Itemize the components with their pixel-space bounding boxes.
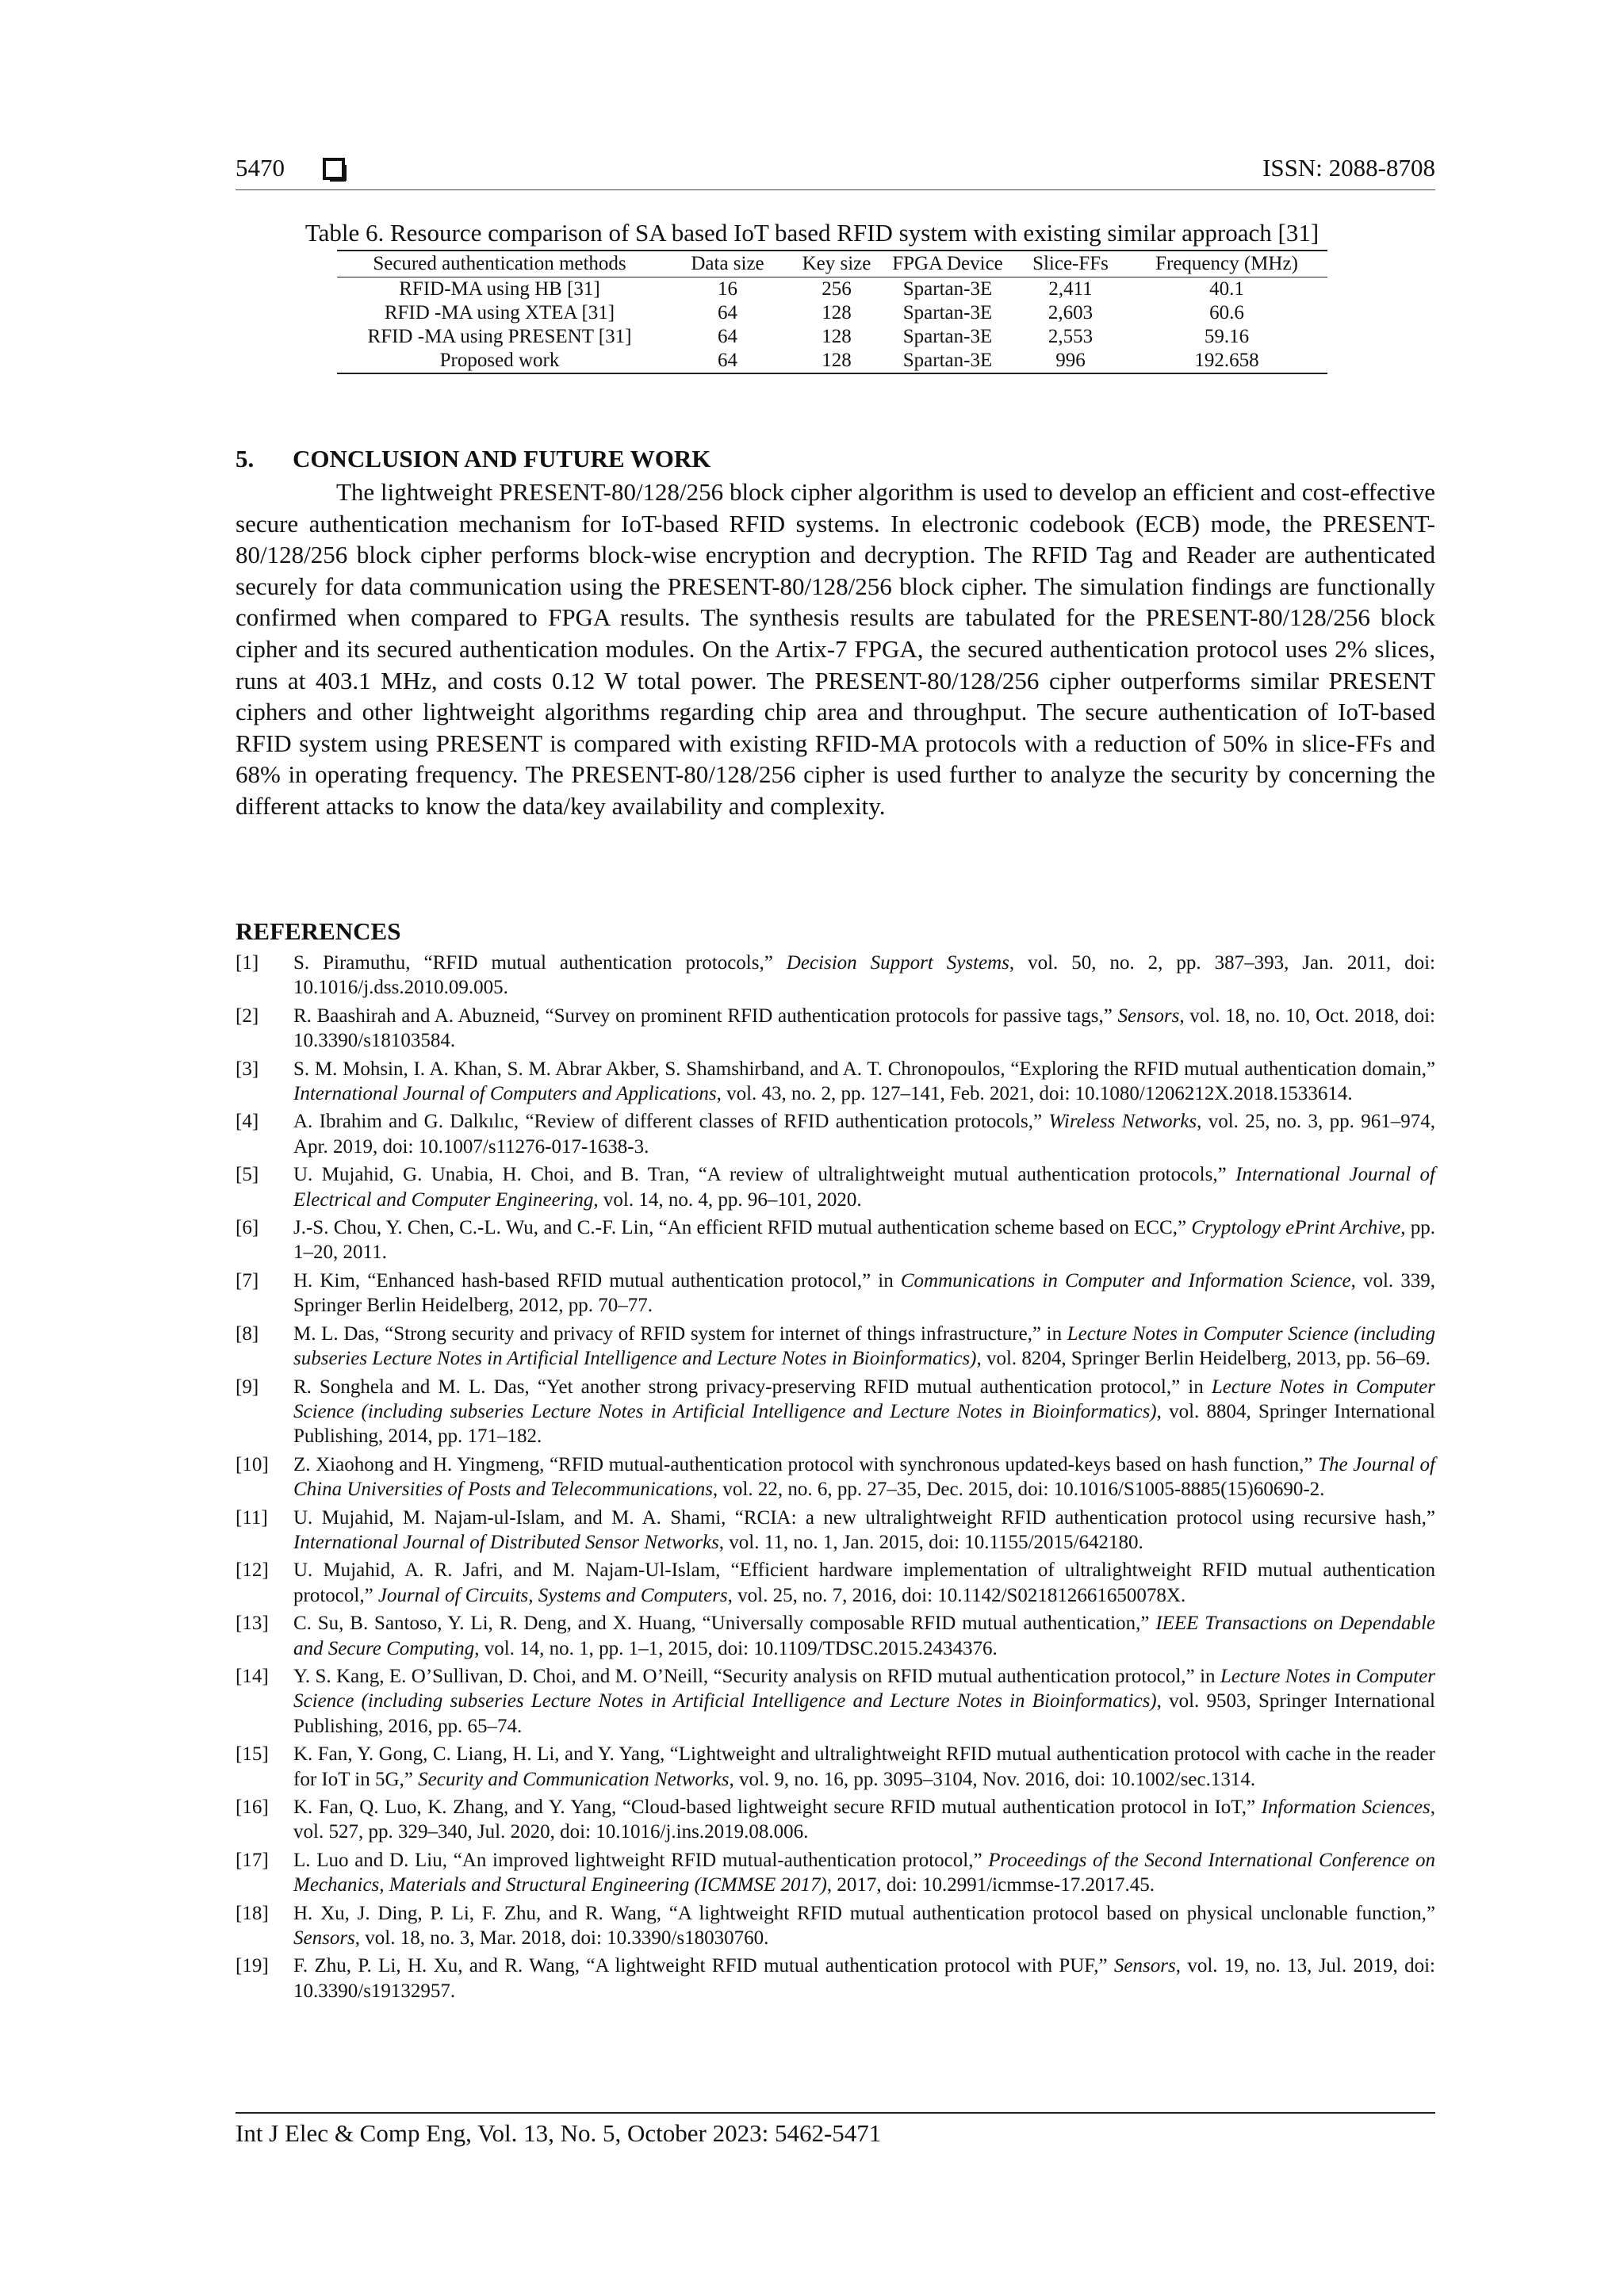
table-cell: 64 (718, 326, 737, 347)
reference-details: , vol. 25, no. 3, pp. 961–974, Apr. 2019, doi: 10.1007/s11276-017-1638-3. (293, 1111, 1435, 1158)
reference-details: , vol. 9503, Springer International Publishing, 2016, pp. 65–74. (293, 1690, 1435, 1737)
section-number: 5. (236, 445, 255, 473)
column-header: FPGA Device (892, 253, 1003, 274)
table-cell: 996 (1055, 350, 1086, 371)
reference-venue: Sensors (293, 1927, 355, 1950)
reference-item (236, 1375, 1435, 1449)
reference-venue: Wireless Networks (1048, 1111, 1197, 1133)
table-bottom-rule (337, 373, 1327, 374)
box-bullet-icon (323, 158, 345, 180)
reference-venue: Cryptology ePrint Archive (1191, 1217, 1401, 1239)
reference-authors-title: K. Fan, Y. Gong, C. Liang, H. Li, and Y. Yang, “Lightweight and ultralightweight RFID mutual authentication protocol with cache in the reader for IoT in 5G,” (293, 1743, 1435, 1790)
reference-details: , vol. 22, no. 6, pp. 27–35, Dec. 2015, doi: 10.1016/S1005-8885(15)60690-2. (712, 1479, 1325, 1501)
table-cell: Spartan-3E (902, 350, 993, 371)
table-cell: 128 (822, 326, 852, 347)
reference-number: [3] (236, 1058, 259, 1080)
table-row (337, 277, 1327, 301)
table-header-row (337, 251, 1327, 277)
reference-text (293, 1322, 1435, 1372)
reference-authors-title: S. M. Mohsin, I. A. Khan, S. M. Abrar Akber, S. Shamshirband, and A. T. Chronopoulos, “Exploring the RFID mutual authentication domain,” (293, 1058, 1435, 1080)
table-cell: Spartan-3E (902, 326, 993, 347)
reference-item (236, 1269, 1435, 1318)
reference-authors-title: S. Piramuthu, “RFID mutual authentication protocols,” (293, 952, 787, 974)
reference-number: [4] (236, 1111, 259, 1133)
reference-authors-title: F. Zhu, P. Li, H. Xu, and R. Wang, “A lightweight RFID mutual authentication protocol with PUF,” (293, 1955, 1114, 1977)
reference-item (236, 1162, 1435, 1212)
reference-details: , vol. 8804, Springer International Publishing, 2014, pp. 171–182. (293, 1400, 1435, 1448)
reference-item (236, 951, 1435, 1001)
reference-text (293, 1742, 1435, 1792)
table-caption: Table 6. Resource comparison of SA based IoT based RFID system with existing similar approach [31] (304, 219, 1320, 247)
reference-details: , vol. 18, no. 3, Mar. 2018, doi: 10.3390/s18030760. (354, 1927, 769, 1950)
reference-text (293, 1954, 1435, 2003)
conclusion-paragraph: The lightweight PRESENT-80/128/256 block cipher algorithm is used to develop an efficient and cost-effective secure authentication mechanism for IoT-based RFID systems. In electronic codebook (ECB) mode, the PRESENT-80/128/256 block cipher performs block-wise encryption and decryption. The RFID Tag and Reader are authenticated securely for data communication using the PRESENT-80/128/256 block cipher. The simulation findings are functionally confirmed when compared to FPGA results. The synthesis results are tabulated for the PRESENT-80/128/256 block cipher and its secured authentication modules. On the Artix-7 FPGA, the secured authentication protocol uses 2% slices, runs at 403.1 MHz, and costs 0.12 W total power. The PRESENT-80/128/256 cipher outperforms similar PRESENT ciphers and other lightweight algorithms regarding chip area and throughput. The secure authentication of IoT-based RFID system using PRESENT is compared with existing RFID-MA protocols with a reduction of 50% in slice-FFs and 68% in operating frequency. The PRESENT-80/128/256 cipher is used further to analyze the security by concerning the different attacks to know the data/key availability and complexity. (236, 478, 1435, 820)
references-heading: REFERENCES (236, 917, 401, 945)
table-body (337, 277, 1327, 373)
reference-authors-title: L. Luo and D. Liu, “An improved lightweight RFID mutual-authentication protocol,” (293, 1849, 989, 1871)
reference-authors-title: U. Mujahid, G. Unabia, H. Choi, and B. Tran, “A review of ultralightweight mutual authentication protocols,” (293, 1164, 1236, 1186)
reference-text (293, 1558, 1435, 1608)
reference-venue: International Journal of Distributed Sensor Networks (293, 1531, 719, 1553)
reference-text (293, 1057, 1435, 1107)
page-header (236, 154, 1435, 190)
reference-venue: Sensors (1113, 1955, 1176, 1977)
table-cell: 60.6 (1209, 302, 1244, 323)
reference-details: , vol. 18, no. 10, Oct. 2018, doi: 10.3390/s18103584. (293, 1004, 1435, 1052)
reference-number: [19] (236, 1955, 269, 1977)
section-heading (236, 445, 710, 473)
reference-text (293, 1375, 1435, 1449)
reference-venue: Lecture Notes in Computer Science (including subseries Lecture Notes in Artificial Intelligence and Lecture Notes in Bioinformatics) (293, 1376, 1435, 1422)
table-cell: 192.658 (1194, 350, 1259, 371)
reference-item (236, 1506, 1435, 1556)
reference-item (236, 1215, 1435, 1265)
reference-details: , vol. 19, no. 13, Jul. 2019, doi: 10.3390/s19132957. (293, 1955, 1435, 2002)
section-title: CONCLUSION AND FUTURE WORK (293, 445, 711, 473)
reference-authors-title: H. Kim, “Enhanced hash-based RFID mutual authentication protocol,” in (293, 1269, 901, 1292)
reference-number: [18] (236, 1902, 269, 1924)
reference-number: [16] (236, 1797, 269, 1818)
page-footer: Int J Elec & Comp Eng, Vol. 13, No. 5, October 2023: 5462-5471 (236, 2119, 882, 2147)
reference-number: [15] (236, 1743, 269, 1766)
reference-venue: International Journal of Computers and Applications (293, 1083, 717, 1105)
table-cell: 128 (822, 302, 852, 323)
reference-item (236, 1452, 1435, 1502)
reference-text (293, 951, 1435, 1001)
reference-number: [8] (236, 1322, 259, 1345)
reference-details: , vol. 9, no. 16, pp. 3095–3104, Nov. 2016, doi: 10.1002/sec.1314. (729, 1768, 1256, 1790)
reference-venue: IEEE Transactions on Dependable and Secure Computing (293, 1613, 1435, 1659)
column-header: Data size (691, 253, 764, 274)
reference-details: , vol. 14, no. 4, pp. 96–101, 2020. (593, 1188, 862, 1211)
reference-venue: Security and Communication Networks (418, 1768, 730, 1790)
reference-item (236, 1664, 1435, 1739)
table-row (337, 301, 1327, 325)
table-cell: 64 (718, 302, 737, 323)
reference-authors-title: H. Xu, J. Ding, P. Li, F. Zhu, and R. Wang, “A lightweight RFID mutual authentication protocol based on physical unclonable function,” (293, 1902, 1435, 1924)
reference-number: [2] (236, 1004, 259, 1027)
reference-authors-title: U. Mujahid, M. Najam-ul-Islam, and M. A. Shami, “RCIA: a new ultralightweight RFID authentication protocol using recursive hash,” (293, 1506, 1435, 1529)
reference-number: [10] (236, 1453, 269, 1475)
reference-venue: Lecture Notes in Computer Science (including subseries Lecture Notes in Artificial Intelligence and Lecture Notes in Bioinformatics) (293, 1665, 1435, 1712)
reference-authors-title: M. L. Das, “Strong security and privacy of RFID system for internet of things infrastructure,” in (293, 1322, 1067, 1345)
table-cell: 2,553 (1048, 326, 1094, 347)
reference-item (236, 1322, 1435, 1372)
reference-number: [7] (236, 1269, 259, 1292)
table-cell: 59.16 (1204, 326, 1250, 347)
reference-text (293, 1848, 1435, 1898)
reference-number: [6] (236, 1217, 259, 1239)
reference-details: , vol. 339, Springer Berlin Heidelberg, 2012, pp. 70–77. (293, 1269, 1435, 1317)
table-cell: RFID-MA using HB [31] (399, 278, 600, 300)
reference-item (236, 1954, 1435, 2003)
reference-text (293, 1109, 1435, 1159)
footer-rule (236, 2112, 1435, 2114)
table-cell: Spartan-3E (902, 302, 993, 323)
table-cell: 40.1 (1209, 278, 1244, 300)
reference-authors-title: A. Ibrahim and G. Dalkılıc, “Review of different classes of RFID authentication protocols,” (293, 1111, 1049, 1133)
reference-number: [12] (236, 1559, 269, 1582)
reference-authors-title: R. Songhela and M. L. Das, “Yet another strong privacy-preserving RFID mutual authentication protocol,” in (293, 1376, 1212, 1398)
table-row (337, 349, 1327, 373)
reference-details: , vol. 11, no. 1, Jan. 2015, doi: 10.1155/2015/642180. (718, 1531, 1143, 1553)
reference-venue: Journal of Circuits, Systems and Computers (377, 1584, 728, 1606)
reference-details: , vol. 14, no. 1, pp. 1–1, 2015, doi: 10.1109/TDSC.2015.2434376. (474, 1637, 998, 1659)
reference-text (293, 1215, 1435, 1265)
reference-venue: Proceedings of the Second International Conference on Mechanics, Materials and Structural Engineering (ICMMSE 2017) (293, 1849, 1435, 1896)
reference-authors-title: R. Baashirah and A. Abuzneid, “Survey on prominent RFID authentication protocols for passive tags,” (293, 1004, 1118, 1027)
reference-authors-title: J.-S. Chou, Y. Chen, C.-L. Wu, and C.-F. Lin, “An efficient RFID mutual authentication scheme based on ECC,” (293, 1217, 1192, 1239)
reference-item (236, 1901, 1435, 1951)
reference-venue: Sensors (1117, 1004, 1180, 1027)
reference-venue: International Journal of Electrical and Computer Engineering (293, 1164, 1435, 1211)
table-cell: 256 (822, 278, 852, 300)
column-header: Slice-FFs (1032, 253, 1109, 274)
reference-text (293, 1795, 1435, 1845)
table-cell: 16 (718, 278, 737, 300)
reference-text (293, 1611, 1435, 1661)
reference-item (236, 1611, 1435, 1661)
table-cell: 2,603 (1048, 302, 1094, 323)
reference-venue: Lecture Notes in Computer Science (including subseries Lecture Notes in Artificial Intelligence and Lecture Notes in Bioinformatics) (293, 1322, 1435, 1370)
reference-text (293, 1004, 1435, 1054)
reference-text (293, 1162, 1435, 1212)
reference-number: [13] (236, 1613, 269, 1635)
table-cell: Proposed work (439, 350, 560, 371)
table-cell: RFID -MA using XTEA [31] (384, 302, 615, 323)
page-number: 5470 (236, 154, 285, 182)
reference-details: , vol. 8204, Springer Berlin Heidelberg, 2013, pp. 56–69. (976, 1348, 1431, 1370)
reference-authors-title: C. Su, B. Santoso, Y. Li, R. Deng, and X. Huang, “Universally composable RFID mutual authentication,” (293, 1613, 1156, 1635)
reference-item (236, 1558, 1435, 1608)
reference-list (236, 951, 1435, 2007)
reference-item (236, 1109, 1435, 1159)
reference-text (293, 1901, 1435, 1951)
reference-authors-title: U. Mujahid, A. R. Jafri, and M. Najam-Ul-Islam, “Efficient hardware implementation of ultralightweight RFID mutual authentication protocol,” (293, 1559, 1435, 1606)
reference-item (236, 1057, 1435, 1107)
reference-details: , vol. 50, no. 2, pp. 387–393, Jan. 2011, doi: 10.1016/j.dss.2010.09.005. (293, 952, 1435, 999)
column-header: Secured authentication methods (373, 253, 626, 274)
reference-venue: Information Sciences (1261, 1797, 1431, 1818)
reference-venue: Decision Support Systems (786, 952, 1009, 974)
reference-details: , vol. 527, pp. 329–340, Jul. 2020, doi: 10.1016/j.ins.2019.08.006. (293, 1797, 1435, 1843)
reference-number: [14] (236, 1665, 269, 1687)
reference-text (293, 1664, 1435, 1739)
reference-authors-title: K. Fan, Q. Luo, K. Zhang, and Y. Yang, “Cloud-based lightweight secure RFID mutual authentication protocol in IoT,” (293, 1797, 1262, 1818)
table-cell: Spartan-3E (902, 278, 993, 300)
reference-number: [5] (236, 1164, 259, 1186)
reference-number: [9] (236, 1376, 259, 1398)
reference-details: , 2017, doi: 10.2991/icmmse-17.2017.45. (826, 1874, 1155, 1896)
table-row (337, 325, 1327, 349)
reference-text (293, 1452, 1435, 1502)
column-header: Frequency (MHz) (1155, 253, 1298, 274)
reference-authors-title: Y. S. Kang, E. O’Sullivan, D. Choi, and M. O’Neill, “Security analysis on RFID mutual authentication protocol,” in (293, 1665, 1220, 1687)
column-header: Key size (802, 253, 871, 274)
reference-item (236, 1795, 1435, 1845)
table-cell: RFID -MA using PRESENT [31] (367, 326, 632, 347)
reference-text (293, 1269, 1435, 1318)
reference-details: , vol. 43, no. 2, pp. 127–141, Feb. 2021, doi: 10.1080/1206212X.2018.1533614. (716, 1083, 1353, 1105)
reference-item (236, 1742, 1435, 1792)
reference-item (236, 1848, 1435, 1898)
reference-item (236, 1004, 1435, 1054)
issn: ISSN: 2088-8708 (1262, 154, 1435, 182)
table-cell: 128 (822, 350, 852, 371)
reference-venue: The Journal of China Universities of Posts and Telecommunications (293, 1453, 1436, 1501)
reference-number: [17] (236, 1849, 269, 1871)
reference-venue: Communications in Computer and Information Science (900, 1269, 1351, 1292)
reference-text (293, 1506, 1435, 1556)
reference-details: , pp. 1–20, 2011. (293, 1217, 1435, 1264)
table-cell: 2,411 (1048, 278, 1093, 300)
reference-number: [1] (236, 952, 259, 974)
resource-comparison-table (337, 250, 1327, 374)
reference-details: , vol. 25, no. 7, 2016, doi: 10.1142/S021812661650078X. (727, 1584, 1186, 1606)
table-cell: 64 (718, 350, 737, 371)
reference-authors-title: Z. Xiaohong and H. Yingmeng, “RFID mutual-authentication protocol with synchronous updated-keys based on hash function,” (293, 1453, 1319, 1475)
header-rule (236, 189, 1435, 190)
reference-number: [11] (236, 1506, 268, 1529)
